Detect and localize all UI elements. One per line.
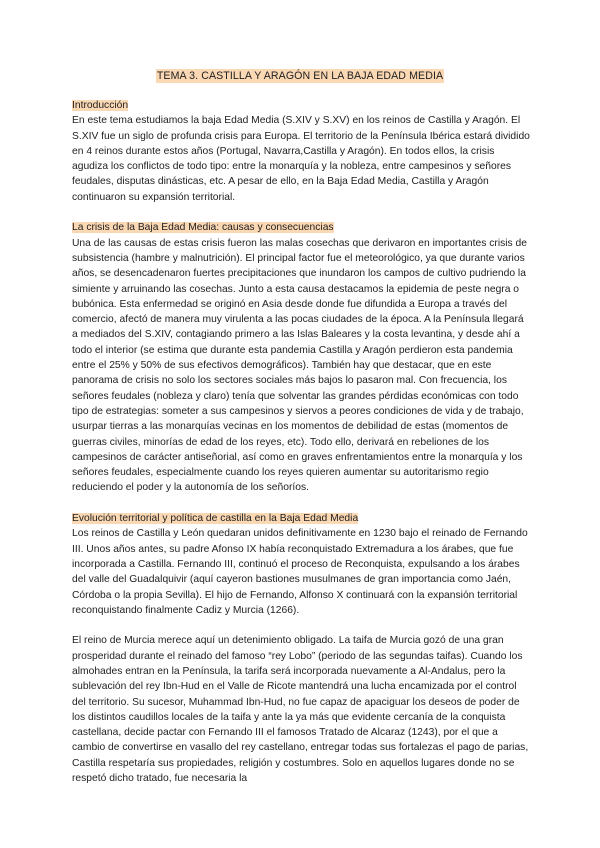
section-heading: [72, 220, 530, 235]
section-spacer: [72, 205, 530, 220]
section-heading-text: Introducción: [72, 100, 129, 111]
document-title-text: TEMA 3. CASTILLA Y ARAGÓN EN LA BAJA EDAD MEDIA: [156, 70, 444, 82]
section-heading-text: La crisis de la Baja Edad Media: causas y consecuencias: [72, 222, 334, 234]
section-evolucion-territorial: [72, 511, 530, 786]
paragraph: Una de las causas de estas crisis fueron las malas cosechas que derivaron en importantes crisis de subsistencia (hambre y malnutrición). El principal factor fue el meteorológico, ya que durante varios años, se desencadenaron fuertes precipitaciones que inundaron los campos de cultivo pudriendo la simiente y arruinando las cosechas. Junto a esta causa destacamos la epidemia de peste negra o bubónica. Esta enfermedad se originó en Asia desde donde fue difundida a Europa a través del comercio, afectó de manera muy virulenta a las pocas ciudades de la época. A la Península llegará a mediados del S.XIV, contagiando primero a las Islas Baleares y la costa levantina, y desde ahí a todo el interior (se estima que durante esta pandemia Castilla y Aragón perdieron esta pandemia entre el 25% y 50% de sus efectivos demográficos). También hay que destacar, que en este panorama de crisis no solo los sectores sociales más bajos lo pasaron mal. Con frecuencia, los señores feudales (nobleza y claro) tenía que solventar las grandes pérdidas económicas con todo tipo de estrategias: someter a sus campesinos y siervos a peores condiciones de vida y de trabajo, usurpar tierras a las monarquías vecinas en los momentos de debilidad de estas (momentos de guerras civiles, minorías de edad de los reyes, etc). Todo ello, derivará en rebeliones de los campesinos de carácter antiseñorial, así como en graves enfrentamientos entre la monarquía y los señores feudales, especialmente cuando los reyes quieren aumentar su autoritarismo regio reduciendo el poder y la autonomía de los señoríos.: [72, 237, 528, 494]
section-heading-text: Evolución territorial y política de castilla en la Baja Edad Media: [72, 513, 359, 525]
section-spacer: [72, 496, 530, 511]
section-heading: [72, 511, 530, 526]
paragraph: Los reinos de Castilla y León quedaran unidos definitivamente en 1230 bajo el reinado de Fernando III. Unos años antes, su padre Afonso IX había reconquistado Extremadura a los árabes, que fue incorporada a Castilla. Fernando III, continuó el proceso de Reconquista, expulsando a los árabes del valle del Guadalquivir (aquí cayeron bastiones musulmanes de gran importancia como Jaén, Córdoba o la propia Sevilla). El hijo de Fernando, Alfonso X continuará con la expansión territorial reconquistando finalmente Cadiz y Murcia (1266).: [72, 528, 528, 616]
paragraph: El reino de Murcia merece aquí un detenimiento obligado. La taifa de Murcia gozó de una gran prosperidad durante el reinado del famoso “rey Lobo” (periodo de las segundas taifas). Cuando los almohades entran en la Península, la tarifa será incorporada nuevamente a Al-Andalus, pero la sublevación del rey Ibn-Hud en el Valle de Ricote mantendrá una lucha encamizada por el control del territorio. Su sucesor, Muhammad Ibn-Hud, no fue capaz de apaciguar los deseos de poder de los distintos caudillos locales de la taifa y ante la ya más que evidente cercanía de la conquista castellana, decide pactar con Fernando III el famosos Tratado de Alcaraz (1243), por el que a cambio de convertirse en vasallo del rey castellano, entregar todas sus fortalezas el pago de parias, Castilla respetaría sus propiedades, religión y costumbres. Solo en aquellos lugares donde no se respetó dicho tratado, fue necesaria la: [72, 635, 529, 785]
document-title: [0, 70, 600, 82]
section-crisis: [72, 220, 530, 495]
paragraph-spacer: [72, 618, 530, 633]
section-introduccion: [72, 98, 530, 205]
paragraph: En este tema estudiamos la baja Edad Media (S.XIV y S.XV) en los reinos de Castilla y Aragón. El S.XIV fue un siglo de profunda crisis para Europa. El territorio de la Península Ibérica estará dividido en 4 reinos durante estos años (Portugal, Navarra,Castilla y Aragón). En todos ellos, la crisis agudiza los conflictos de todo tipo: entre la monarquía y la nobleza, entre campesinos y señores feudales, disputas dinásticas, etc. A pesar de ello, en la Baja Edad Media, Castilla y Aragón continuaron su expansión territorial.: [72, 115, 530, 203]
document-body: [72, 98, 530, 786]
section-heading: [72, 98, 530, 113]
